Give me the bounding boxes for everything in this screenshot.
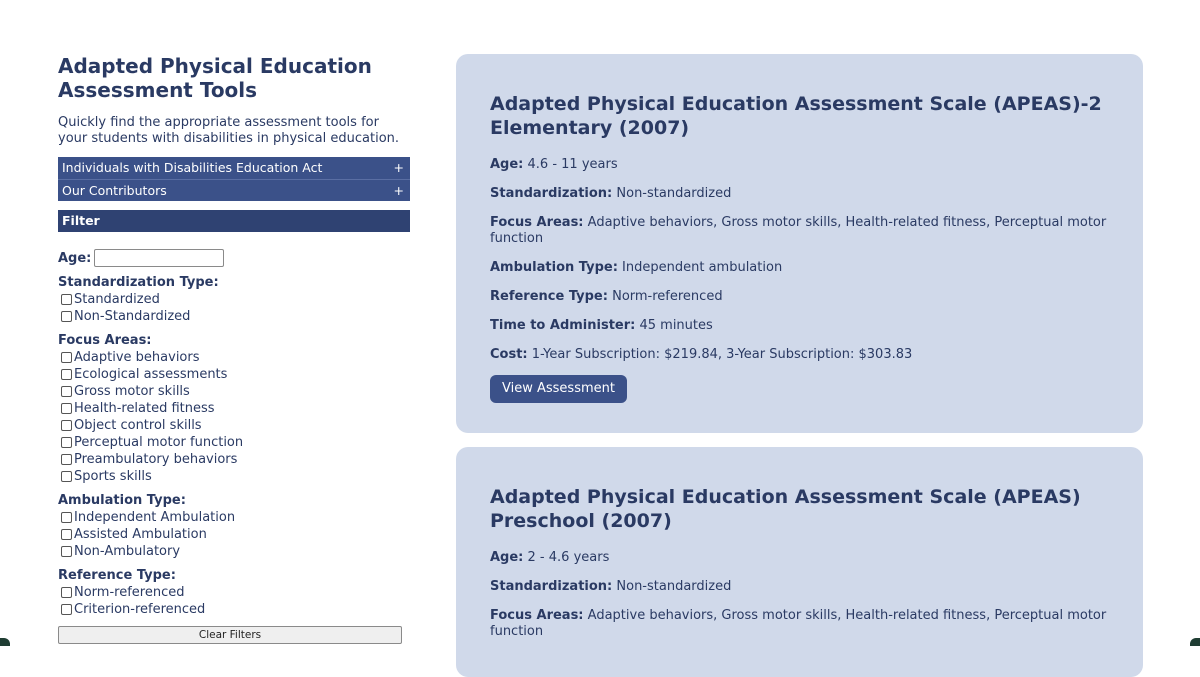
checkbox-label: Assisted Ambulation	[74, 527, 207, 542]
filter-option-focus[interactable]	[58, 417, 410, 434]
reference-field	[490, 289, 1109, 305]
field-label: Ambulation Type:	[490, 260, 618, 275]
field-label: Focus Areas:	[490, 215, 584, 230]
checkbox[interactable]	[61, 604, 72, 615]
accordion	[58, 157, 410, 201]
age-label: Age:	[58, 250, 92, 266]
filter-header: Filter	[58, 210, 410, 232]
checkbox[interactable]	[61, 529, 72, 540]
field-label: Standardization:	[490, 579, 613, 594]
filter-option-standardization[interactable]	[58, 308, 410, 325]
checkbox[interactable]	[61, 311, 72, 322]
field-value: 45 minutes	[639, 318, 713, 333]
filter-option-reference[interactable]	[58, 601, 410, 618]
checkbox[interactable]	[61, 369, 72, 380]
age-field	[490, 157, 1109, 173]
view-assessment-button[interactable]: View Assessment	[490, 375, 627, 403]
checkbox[interactable]	[61, 512, 72, 523]
field-value: Independent ambulation	[622, 260, 783, 275]
accordion-item-label: Our Contributors	[62, 183, 167, 198]
checkbox[interactable]	[61, 386, 72, 397]
accordion-item-contributors[interactable]	[58, 179, 410, 201]
field-value: Adaptive behaviors, Gross motor skills, Health-related fitness, Perceptual motor function	[490, 215, 1107, 246]
checkbox-label: Perceptual motor function	[74, 435, 244, 450]
field-label: Age:	[490, 550, 524, 565]
field-value: Adaptive behaviors, Gross motor skills, Health-related fitness, Perceptual motor function	[490, 608, 1107, 639]
filter-groups	[58, 274, 410, 618]
accordion-item-label: Individuals with Disabilities Education Act	[62, 160, 323, 175]
field-value: 1-Year Subscription: $219.84, 3-Year Subscription: $303.83	[531, 347, 913, 362]
filter-option-ambulation[interactable]	[58, 526, 410, 543]
checkbox-label: Adaptive behaviors	[74, 350, 200, 365]
checkbox-label: Norm-referenced	[74, 585, 185, 600]
window-corner	[0, 638, 10, 646]
filter-option-standardization[interactable]	[58, 291, 410, 308]
age-input[interactable]	[94, 249, 224, 267]
checkbox[interactable]	[61, 403, 72, 414]
focus-areas-field	[490, 215, 1109, 247]
field-label: Age:	[490, 157, 524, 172]
checkbox[interactable]	[61, 471, 72, 482]
filter-option-focus[interactable]	[58, 383, 410, 400]
field-value: 4.6 - 11 years	[527, 157, 618, 172]
assessment-title: Adapted Physical Education Assessment Scale (APEAS) Preschool (2007)	[490, 486, 1081, 532]
checkbox-label: Preambulatory behaviors	[74, 452, 238, 467]
checkbox[interactable]	[61, 546, 72, 557]
window-corner	[1190, 638, 1200, 646]
checkbox[interactable]	[61, 420, 72, 431]
checkbox-label: Gross motor skills	[74, 384, 190, 399]
checkbox[interactable]	[61, 437, 72, 448]
field-value: 2 - 4.6 years	[527, 550, 610, 565]
standardization-field	[490, 579, 1109, 595]
filter-option-focus[interactable]	[58, 468, 410, 485]
app-subtitle: Quickly find the appropriate assessment tools for your students with disabilities in physical education.	[58, 115, 400, 146]
plus-icon: +	[393, 183, 404, 198]
checkbox[interactable]	[61, 352, 72, 363]
checkbox[interactable]	[61, 454, 72, 465]
checkbox-label: Non-Standardized	[74, 309, 191, 324]
checkbox-label: Ecological assessments	[74, 367, 228, 382]
field-label: Focus Areas:	[490, 608, 584, 623]
time-field	[490, 318, 1109, 334]
field-label: Standardization:	[490, 186, 613, 201]
filter-option-focus[interactable]	[58, 400, 410, 417]
field-value: Norm-referenced	[612, 289, 723, 304]
filter-group-label-focus: Focus Areas:	[58, 333, 152, 348]
field-value: Non-standardized	[616, 186, 732, 201]
checkbox-label: Independent Ambulation	[74, 510, 236, 525]
checkbox[interactable]	[61, 294, 72, 305]
app-title: Adapted Physical Education Assessment Tools	[58, 54, 372, 102]
checkbox-label: Standardized	[74, 292, 160, 307]
filter-option-focus[interactable]	[58, 349, 410, 366]
filter-group-label-ambulation: Ambulation Type:	[58, 493, 186, 508]
field-value: Non-standardized	[616, 579, 732, 594]
assessment-card	[456, 54, 1143, 433]
assessment-card	[456, 447, 1143, 677]
sidebar	[58, 54, 410, 644]
cost-field	[490, 347, 1109, 363]
filter-option-focus[interactable]	[58, 366, 410, 383]
field-label: Reference Type:	[490, 289, 608, 304]
filter-group-label-standardization: Standardization Type:	[58, 275, 219, 290]
ambulation-field	[490, 260, 1109, 276]
checkbox[interactable]	[61, 587, 72, 598]
field-label: Cost:	[490, 347, 528, 362]
filter-option-reference[interactable]	[58, 584, 410, 601]
filter-option-ambulation[interactable]	[58, 509, 410, 526]
standardization-field	[490, 186, 1109, 202]
field-label: Time to Administer:	[490, 318, 636, 333]
checkbox-label: Sports skills	[74, 469, 152, 484]
checkbox-label: Object control skills	[74, 418, 202, 433]
checkbox-label: Non-Ambulatory	[74, 544, 181, 559]
checkbox-label: Health-related fitness	[74, 401, 215, 416]
checkbox-label: Criterion-referenced	[74, 602, 206, 617]
assessment-title: Adapted Physical Education Assessment Scale (APEAS)-2 Elementary (2007)	[490, 93, 1102, 139]
clear-filters-button[interactable]: Clear Filters	[58, 626, 402, 644]
accordion-item-idea[interactable]	[58, 157, 410, 179]
filter-group-label-reference: Reference Type:	[58, 568, 176, 583]
filter-option-ambulation[interactable]	[58, 543, 410, 560]
filter-option-focus[interactable]	[58, 451, 410, 468]
filter-option-focus[interactable]	[58, 434, 410, 451]
plus-icon: +	[393, 160, 404, 175]
focus-areas-field	[490, 608, 1109, 640]
age-filter	[58, 249, 410, 267]
age-field	[490, 550, 1109, 566]
